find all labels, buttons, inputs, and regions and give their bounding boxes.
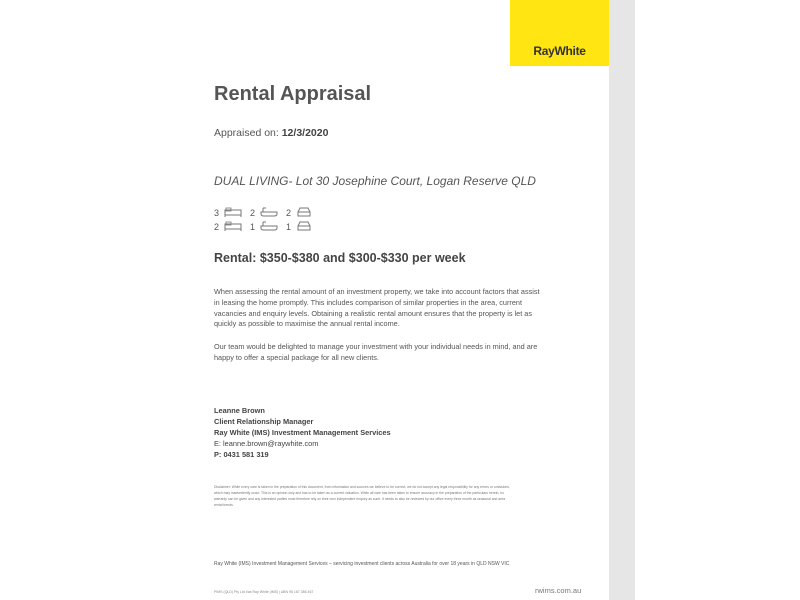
- bed-icon: [224, 207, 242, 219]
- bath-icon: [260, 221, 278, 233]
- car-count: 1: [286, 222, 292, 232]
- signatory-company: Ray White (IMS) Investment Management Services: [214, 428, 391, 437]
- logo-text: RayWhite: [533, 44, 586, 58]
- appraised-label: Appraised on:: [214, 127, 282, 139]
- signatory-name: Leanne Brown: [214, 406, 265, 415]
- management-paragraph: Our team would be delighted to manage your investment with your individual needs in mind, and are happy to offer a special package for all new clients.: [214, 342, 538, 362]
- property-address: DUAL LIVING- Lot 30 Josephine Court, Logan Reserve QLD: [214, 174, 536, 188]
- appraised-on: [214, 127, 328, 139]
- assessment-paragraph: When assessing the rental amount of an investment property, we take into account factors that assist in leasing the home promptly. This includes comparison of similar properties in the area, current vacancies and enquiry levels. Obtaining a realistic rental amount ensures that the property is let as quickly as possible to maximise the annual rental income.: [214, 287, 540, 329]
- page-edge-shadow: [609, 0, 635, 600]
- raywhite-logo: [510, 0, 609, 66]
- bed-count: 2: [214, 222, 220, 232]
- bed-count: 3: [214, 208, 220, 218]
- bed-icon: [224, 221, 242, 233]
- property-features: [214, 206, 320, 234]
- signature-block: [214, 405, 391, 460]
- disclaimer-text: Disclaimer: While every care is taken in the preparation of this document, from information and sources we believe to be correct, we do not accept any legal responsibility for any errors or omissions, which may inadvertently occur. This is an opinion only and has to be taken as a current valuation. While all care has been taken to ensure accuracy in the preparation of the particulars herein, no warranty can be given and any interested parties must therefore rely on their own independent enquiry as such. It needs to also be reviewed by our office every three month as seasonal and area rental trends.: [214, 485, 510, 507]
- footer-website: rwims.com.au: [535, 586, 582, 595]
- features-row-2: [214, 220, 320, 234]
- bath-icon: [260, 207, 278, 219]
- footer-company-details: PIMS (QLD) Pty Ltd t/as Ray White (IMS) | ABN 95 167 386 467: [214, 590, 314, 594]
- car-icon: [296, 221, 312, 233]
- bath-count: 1: [250, 222, 256, 232]
- document-title: Rental Appraisal: [214, 83, 372, 105]
- car-icon: [296, 207, 312, 219]
- bath-count: 2: [250, 208, 256, 218]
- rental-range: Rental: $350-$380 and $300-$330 per week: [214, 251, 466, 265]
- signatory-role: Client Relationship Manager: [214, 417, 314, 426]
- signatory-phone: P: 0431 581 319: [214, 450, 269, 459]
- signatory-email: E: leanne.brown@raywhite.com: [214, 439, 319, 448]
- appraised-date: 12/3/2020: [281, 127, 329, 139]
- footer-tagline: Ray White (IMS) Investment Management Services – servicing investment clients across Australia for over 18 years in QLD NSW VIC: [214, 561, 510, 567]
- car-count: 2: [286, 208, 292, 218]
- features-row-1: [214, 206, 320, 220]
